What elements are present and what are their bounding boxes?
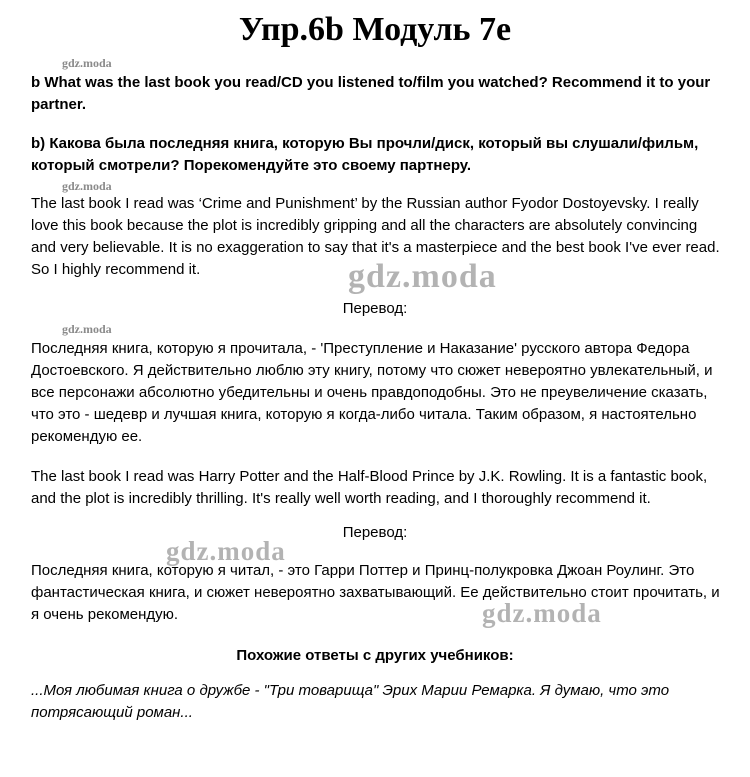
watermark-big-1: gdz.moda xyxy=(348,258,497,295)
similar-answers-heading: Похожие ответы с других учебников: xyxy=(236,647,514,664)
answer-1-russian: Последняя книга, которую я прочитала, - 'Преступление и Наказание' русского автора Федора Достоевского. Я действительно люблю эту книгу, потому что сюжет невероятно увлекательный, и все персонажи абсолютно убедительны и очень правдоподобны. Это не преувеличение сказать, что это - шедевр и лучшая книга, которую я когда-либо читала. Таким образом, я настоятельно рекомендую ее. xyxy=(31,340,713,445)
translation-label-2: Перевод: xyxy=(342,524,408,541)
watermark-small-2: gdz.moda xyxy=(62,179,112,193)
answer-2-english: The last book I read was Harry Potter and the Half-Blood Prince by J.K. Rowling. It is a fantastic book, and the plot is incredibly thrilling. It's really well worth reading, and I thoroughly recommend it. xyxy=(31,468,708,507)
answer-1-english: The last book I read was ‘Crime and Punishment’ by the Russian author Fyodor Dostoyevsky. I really love this book because the plot is incredibly gripping and all the characters are absolutely convincing and very believable. It is no exaggeration to say that it's a masterpiece and the best book I've ever read. So I highly recommend it. xyxy=(31,195,720,278)
answer-2-russian: Последняя книга, которую я читал, - это Гарри Поттер и Принц-полукровка Джоан Роулинг. Это фантастическая книга, и сюжет невероятно захватывающий. Ее действительно стоит прочитать, и я очень рекомендую. xyxy=(31,562,720,623)
watermark-big-3: gdz.moda xyxy=(482,598,602,628)
watermark-big-2: gdz.moda xyxy=(166,536,286,566)
task-russian: b) Какова была последняя книга, которую Вы прочли/диск, который вы слушали/фильм, который смотрели? Порекомендуйте это своему партнеру. xyxy=(31,135,699,174)
watermark-small-3: gdz.moda xyxy=(62,322,112,336)
translation-label-1: Перевод: xyxy=(342,300,408,317)
page-title: Упр.6b Модуль 7е xyxy=(238,11,512,48)
similar-answer-excerpt[interactable]: ...Моя любимая книга о дружбе - "Три товарища" Эрих Марии Ремарка. Я думаю, что это потрясающий роман... xyxy=(31,682,670,721)
task-english: b What was the last book you read/CD you listened to/film you watched? Recommend it to your partner. xyxy=(31,74,711,113)
watermark-small-1: gdz.moda xyxy=(62,56,112,70)
